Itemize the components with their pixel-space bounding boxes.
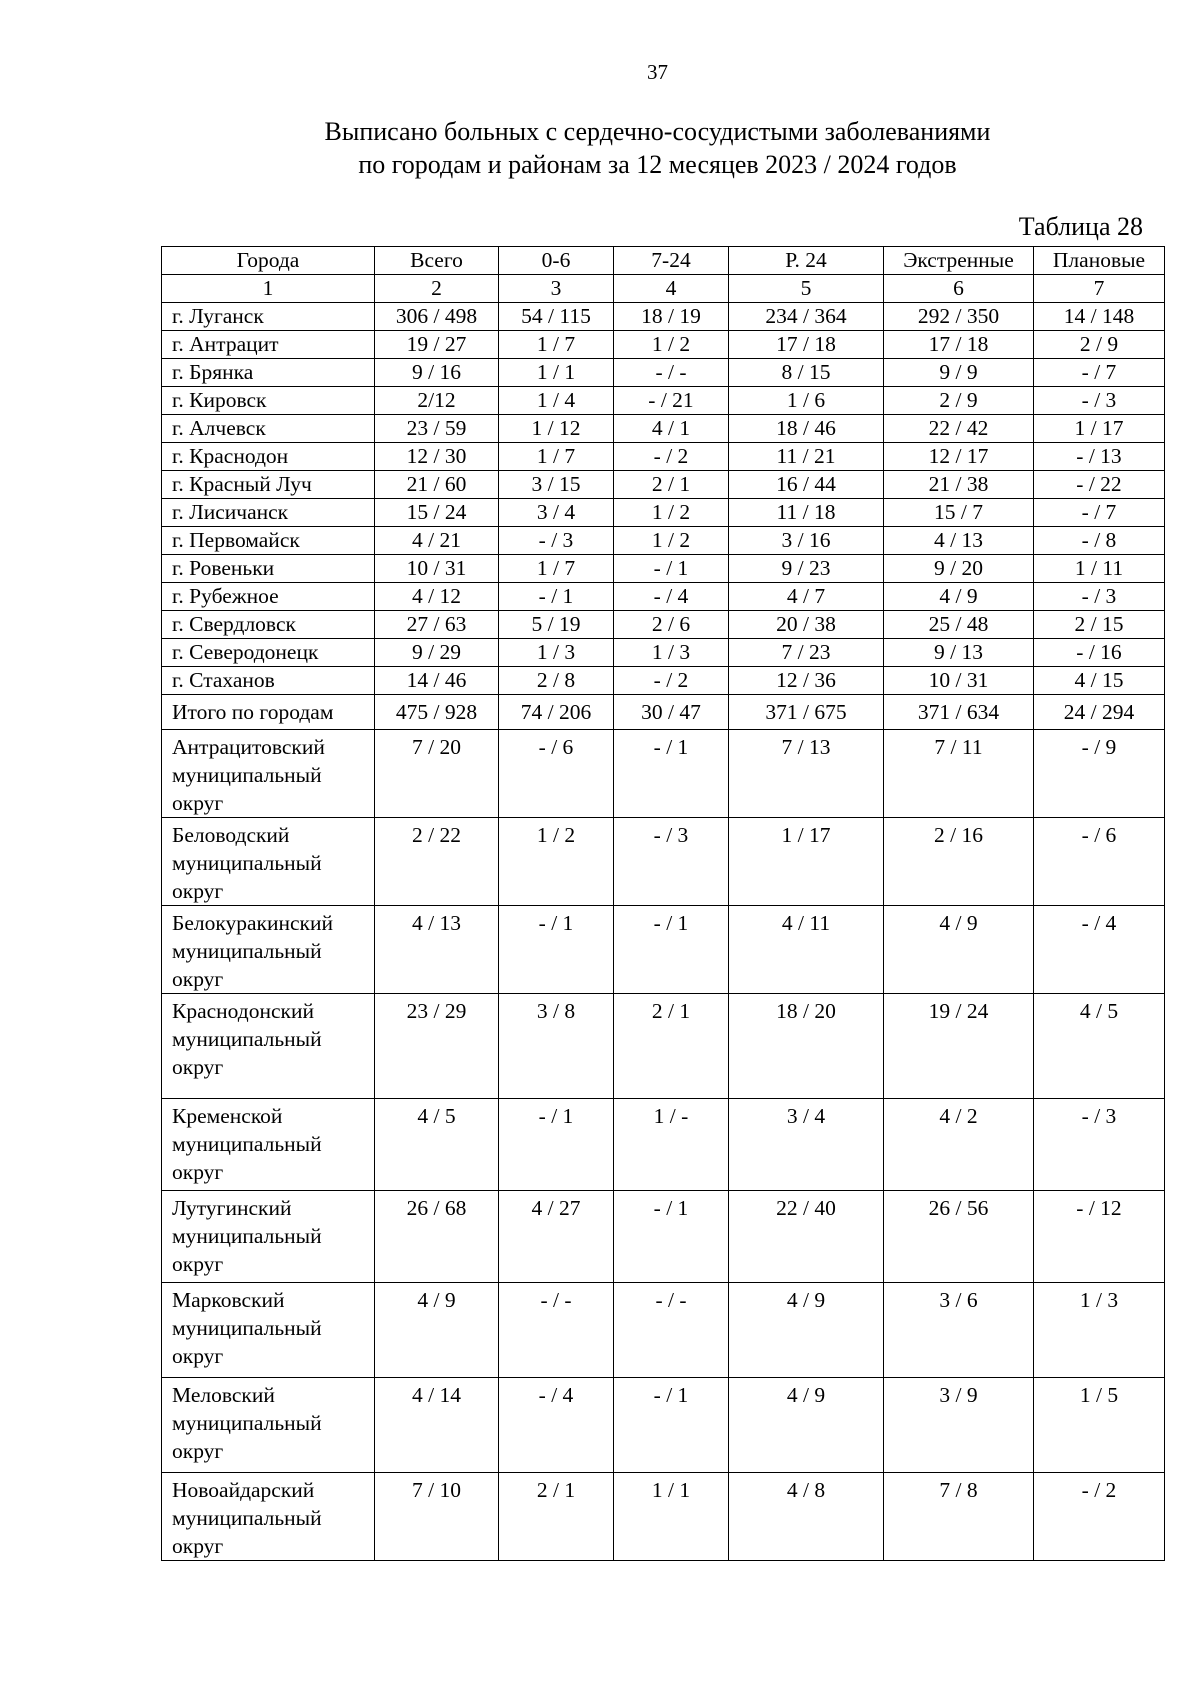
value-cell: 21 / 60: [375, 471, 499, 499]
value-cell: 4 / 9: [884, 583, 1034, 611]
value-cell: 21 / 38: [884, 471, 1034, 499]
value-cell: - / 4: [614, 583, 729, 611]
row-name-cell: [162, 1283, 375, 1378]
value-cell: 9 / 29: [375, 639, 499, 667]
value-cell: - / 8: [1034, 527, 1165, 555]
row-name-line: Лутугинский: [172, 1196, 292, 1220]
value-cell: - / 16: [1034, 639, 1165, 667]
row-name-line: муниципальный: [172, 1027, 322, 1051]
value-cell: 2 / 9: [1034, 331, 1165, 359]
value-cell: 4 / 2: [884, 1099, 1034, 1191]
row-name-line: округ: [172, 1055, 224, 1079]
value-cell: - / 3: [1034, 387, 1165, 415]
value-cell: 15 / 24: [375, 499, 499, 527]
column-number-cell: 7: [1034, 275, 1165, 303]
header-cell: Р. 24: [729, 247, 884, 275]
row-name-cell: [162, 1378, 375, 1473]
row-name-line: округ: [172, 1252, 224, 1276]
total-value-cell: 371 / 634: [884, 695, 1034, 730]
value-cell: - / 1: [614, 1191, 729, 1283]
row-name-line: муниципальный: [172, 1224, 322, 1248]
row-name-line: муниципальный: [172, 1132, 322, 1156]
value-cell: 1 / 7: [499, 555, 614, 583]
value-cell: - / 1: [614, 906, 729, 994]
total-value-cell: 24 / 294: [1034, 695, 1165, 730]
value-cell: - / -: [499, 1283, 614, 1378]
row-name-line: Краснодонский: [172, 999, 315, 1023]
value-cell: 2 / 1: [499, 1473, 614, 1561]
value-cell: 1 / 1: [614, 1473, 729, 1561]
value-cell: 25 / 48: [884, 611, 1034, 639]
value-cell: 1 / 7: [499, 443, 614, 471]
row-name-cell: г. Стаханов: [162, 667, 375, 695]
city-row: [162, 303, 1165, 331]
value-cell: 3 / 9: [884, 1378, 1034, 1473]
page-title: [0, 115, 1200, 181]
header-cell: 0-6: [499, 247, 614, 275]
value-cell: 2 / 6: [614, 611, 729, 639]
value-cell: 4 / 21: [375, 527, 499, 555]
total-value-cell: 475 / 928: [375, 695, 499, 730]
row-name-line: округ: [172, 1439, 224, 1463]
value-cell: 1 / 3: [499, 639, 614, 667]
row-name-line: Меловский: [172, 1383, 275, 1407]
row-name-cell: г. Первомайск: [162, 527, 375, 555]
value-cell: - / 7: [1034, 359, 1165, 387]
value-cell: 4 / 14: [375, 1378, 499, 1473]
value-cell: 12 / 17: [884, 443, 1034, 471]
row-name-cell: г. Алчевск: [162, 415, 375, 443]
value-cell: 1 / 12: [499, 415, 614, 443]
value-cell: 18 / 19: [614, 303, 729, 331]
total-value-cell: 371 / 675: [729, 695, 884, 730]
value-cell: 3 / 6: [884, 1283, 1034, 1378]
value-cell: 4 / 27: [499, 1191, 614, 1283]
header-row: [162, 247, 1165, 275]
district-row: [162, 1283, 1165, 1378]
row-name-cell: [162, 730, 375, 818]
value-cell: - / 1: [499, 1099, 614, 1191]
row-name-line: Новоайдарский: [172, 1478, 315, 1502]
value-cell: 10 / 31: [884, 667, 1034, 695]
row-name-cell: г. Брянка: [162, 359, 375, 387]
value-cell: - / 21: [614, 387, 729, 415]
district-row: [162, 1473, 1165, 1561]
value-cell: 1 / 2: [614, 527, 729, 555]
row-name-line: Кременской: [172, 1104, 283, 1128]
value-cell: 54 / 115: [499, 303, 614, 331]
row-name-cell: [162, 1191, 375, 1283]
value-cell: 3 / 8: [499, 994, 614, 1099]
value-cell: 1 / 11: [1034, 555, 1165, 583]
value-cell: 2 / 9: [884, 387, 1034, 415]
value-cell: 4 / 5: [1034, 994, 1165, 1099]
value-cell: 3 / 16: [729, 527, 884, 555]
city-row: [162, 331, 1165, 359]
value-cell: - / 12: [1034, 1191, 1165, 1283]
row-name-cell: г. Рубежное: [162, 583, 375, 611]
value-cell: 17 / 18: [884, 331, 1034, 359]
column-number-cell: 1: [162, 275, 375, 303]
row-name-cell: [162, 818, 375, 906]
value-cell: - / 13: [1034, 443, 1165, 471]
value-cell: - / 4: [499, 1378, 614, 1473]
value-cell: - / 9: [1034, 730, 1165, 818]
value-cell: 8 / 15: [729, 359, 884, 387]
header-cell: Всего: [375, 247, 499, 275]
value-cell: 1 / 5: [1034, 1378, 1165, 1473]
total-value-cell: 30 / 47: [614, 695, 729, 730]
value-cell: - / 1: [614, 1378, 729, 1473]
value-cell: 7 / 23: [729, 639, 884, 667]
row-name-line: Марковский: [172, 1288, 285, 1312]
value-cell: 19 / 27: [375, 331, 499, 359]
value-cell: - / -: [614, 1283, 729, 1378]
value-cell: 14 / 46: [375, 667, 499, 695]
value-cell: 1 / 4: [499, 387, 614, 415]
value-cell: 9 / 9: [884, 359, 1034, 387]
row-name-line: Белокуракинский: [172, 911, 334, 935]
value-cell: 12 / 36: [729, 667, 884, 695]
value-cell: - / 1: [614, 555, 729, 583]
value-cell: 4 / 13: [884, 527, 1034, 555]
value-cell: 14 / 148: [1034, 303, 1165, 331]
value-cell: 4 / 12: [375, 583, 499, 611]
district-row: [162, 994, 1165, 1099]
district-row: [162, 818, 1165, 906]
city-row: [162, 555, 1165, 583]
value-cell: 3 / 4: [729, 1099, 884, 1191]
value-cell: 27 / 63: [375, 611, 499, 639]
value-cell: 3 / 4: [499, 499, 614, 527]
column-number-cell: 2: [375, 275, 499, 303]
value-cell: 4 / 9: [884, 906, 1034, 994]
city-total-row: [162, 695, 1165, 730]
district-row: [162, 730, 1165, 818]
row-name-line: округ: [172, 1344, 224, 1368]
value-cell: 7 / 20: [375, 730, 499, 818]
value-cell: 9 / 13: [884, 639, 1034, 667]
discharge-table: [161, 246, 1165, 1561]
value-cell: 1 / 2: [614, 499, 729, 527]
column-number-row: [162, 275, 1165, 303]
row-name-line: округ: [172, 1534, 224, 1558]
city-row: [162, 499, 1165, 527]
value-cell: 10 / 31: [375, 555, 499, 583]
value-cell: - / 2: [614, 667, 729, 695]
value-cell: 3 / 15: [499, 471, 614, 499]
district-row: [162, 1191, 1165, 1283]
value-cell: 26 / 68: [375, 1191, 499, 1283]
row-name-line: муниципальный: [172, 1506, 322, 1530]
value-cell: 2 / 16: [884, 818, 1034, 906]
row-name-line: округ: [172, 1160, 224, 1184]
value-cell: 1 / -: [614, 1099, 729, 1191]
value-cell: 12 / 30: [375, 443, 499, 471]
value-cell: 15 / 7: [884, 499, 1034, 527]
table-label: Таблица 28: [1018, 212, 1143, 241]
row-name-line: муниципальный: [172, 1411, 322, 1435]
row-name-cell: г. Ровеньки: [162, 555, 375, 583]
value-cell: 1 / 3: [614, 639, 729, 667]
value-cell: - / 6: [1034, 818, 1165, 906]
column-number-cell: 4: [614, 275, 729, 303]
row-name-cell: г. Красный Луч: [162, 471, 375, 499]
value-cell: 7 / 11: [884, 730, 1034, 818]
title-line-2: по городам и районам за 12 месяцев 2023 / 2024 годов: [358, 150, 957, 179]
column-number-cell: 5: [729, 275, 884, 303]
value-cell: 1 / 17: [729, 818, 884, 906]
city-row: [162, 667, 1165, 695]
city-row: [162, 387, 1165, 415]
row-name-line: округ: [172, 967, 224, 991]
row-name-cell: г. Луганск: [162, 303, 375, 331]
value-cell: 4 / 7: [729, 583, 884, 611]
value-cell: 2 / 8: [499, 667, 614, 695]
value-cell: - / 3: [614, 818, 729, 906]
row-name-line: Антрацитовский: [172, 735, 325, 759]
value-cell: - / 7: [1034, 499, 1165, 527]
row-name-cell: г. Свердловск: [162, 611, 375, 639]
value-cell: 2 / 1: [614, 471, 729, 499]
value-cell: 7 / 8: [884, 1473, 1034, 1561]
header-cell: Города: [162, 247, 375, 275]
value-cell: 4 / 9: [729, 1378, 884, 1473]
value-cell: 1 / 7: [499, 331, 614, 359]
value-cell: - / 1: [499, 906, 614, 994]
value-cell: 306 / 498: [375, 303, 499, 331]
value-cell: 4 / 13: [375, 906, 499, 994]
row-name-cell: [162, 994, 375, 1099]
title-line-1: Выписано больных с сердечно-сосудистыми заболеваниями: [324, 117, 991, 146]
city-row: [162, 415, 1165, 443]
value-cell: 11 / 21: [729, 443, 884, 471]
value-cell: 2 / 15: [1034, 611, 1165, 639]
value-cell: 5 / 19: [499, 611, 614, 639]
value-cell: - / 3: [499, 527, 614, 555]
value-cell: 2 / 22: [375, 818, 499, 906]
row-name-line: Беловодский: [172, 823, 290, 847]
value-cell: 2/12: [375, 387, 499, 415]
value-cell: 17 / 18: [729, 331, 884, 359]
row-name-line: округ: [172, 791, 224, 815]
row-name-line: муниципальный: [172, 939, 322, 963]
city-row: [162, 359, 1165, 387]
value-cell: 23 / 59: [375, 415, 499, 443]
value-cell: 1 / 2: [614, 331, 729, 359]
district-row: [162, 1099, 1165, 1191]
value-cell: 2 / 1: [614, 994, 729, 1099]
value-cell: 234 / 364: [729, 303, 884, 331]
row-name-cell: [162, 1099, 375, 1191]
header-cell: 7-24: [614, 247, 729, 275]
value-cell: 4 / 9: [729, 1283, 884, 1378]
value-cell: - / -: [614, 359, 729, 387]
value-cell: - / 4: [1034, 906, 1165, 994]
value-cell: - / 1: [614, 730, 729, 818]
row-name-cell: г. Кировск: [162, 387, 375, 415]
city-row: [162, 471, 1165, 499]
value-cell: 18 / 46: [729, 415, 884, 443]
column-number-cell: 6: [884, 275, 1034, 303]
value-cell: 4 / 1: [614, 415, 729, 443]
city-row: [162, 527, 1165, 555]
row-name-cell: г. Лисичанск: [162, 499, 375, 527]
value-cell: - / 3: [1034, 583, 1165, 611]
value-cell: 4 / 15: [1034, 667, 1165, 695]
row-name-cell: г. Северодонецк: [162, 639, 375, 667]
value-cell: 1 / 2: [499, 818, 614, 906]
value-cell: 9 / 16: [375, 359, 499, 387]
value-cell: 1 / 1: [499, 359, 614, 387]
row-name-line: муниципальный: [172, 1316, 322, 1340]
row-name-cell: [162, 1473, 375, 1561]
column-number-cell: 3: [499, 275, 614, 303]
value-cell: 23 / 29: [375, 994, 499, 1099]
value-cell: 4 / 9: [375, 1283, 499, 1378]
row-name-line: округ: [172, 879, 224, 903]
city-row: [162, 639, 1165, 667]
value-cell: 26 / 56: [884, 1191, 1034, 1283]
value-cell: - / 1: [499, 583, 614, 611]
value-cell: 4 / 8: [729, 1473, 884, 1561]
value-cell: 22 / 42: [884, 415, 1034, 443]
value-cell: 20 / 38: [729, 611, 884, 639]
value-cell: 18 / 20: [729, 994, 884, 1099]
value-cell: - / 2: [1034, 1473, 1165, 1561]
value-cell: 7 / 10: [375, 1473, 499, 1561]
city-row: [162, 611, 1165, 639]
row-name-cell: г. Антрацит: [162, 331, 375, 359]
page-number: 37: [647, 60, 668, 84]
district-row: [162, 1378, 1165, 1473]
value-cell: - / 2: [614, 443, 729, 471]
value-cell: 19 / 24: [884, 994, 1034, 1099]
value-cell: 1 / 3: [1034, 1283, 1165, 1378]
row-name-line: муниципальный: [172, 763, 322, 787]
value-cell: 9 / 23: [729, 555, 884, 583]
row-name-line: муниципальный: [172, 851, 322, 875]
value-cell: 4 / 11: [729, 906, 884, 994]
value-cell: - / 3: [1034, 1099, 1165, 1191]
header-cell: Экстренные: [884, 247, 1034, 275]
value-cell: 11 / 18: [729, 499, 884, 527]
value-cell: 1 / 6: [729, 387, 884, 415]
total-label-cell: Итого по городам: [162, 695, 375, 730]
value-cell: 22 / 40: [729, 1191, 884, 1283]
total-value-cell: 74 / 206: [499, 695, 614, 730]
district-row: [162, 906, 1165, 994]
value-cell: 1 / 17: [1034, 415, 1165, 443]
city-row: [162, 443, 1165, 471]
value-cell: 7 / 13: [729, 730, 884, 818]
value-cell: 292 / 350: [884, 303, 1034, 331]
value-cell: 16 / 44: [729, 471, 884, 499]
city-row: [162, 583, 1165, 611]
value-cell: 4 / 5: [375, 1099, 499, 1191]
row-name-cell: [162, 906, 375, 994]
header-cell: Плановые: [1034, 247, 1165, 275]
row-name-cell: г. Краснодон: [162, 443, 375, 471]
value-cell: 9 / 20: [884, 555, 1034, 583]
value-cell: - / 6: [499, 730, 614, 818]
value-cell: - / 22: [1034, 471, 1165, 499]
